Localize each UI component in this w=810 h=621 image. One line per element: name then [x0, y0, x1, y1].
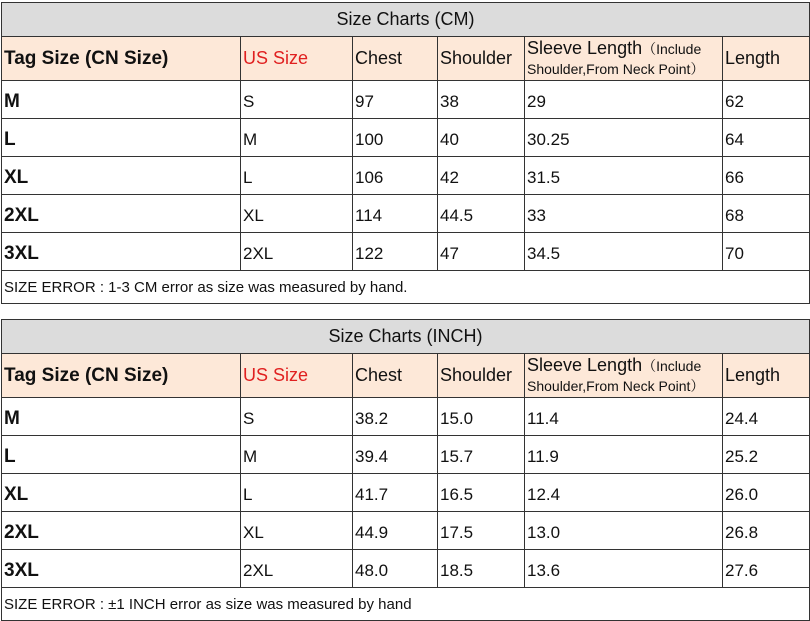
shoulder-cell: 15.0: [438, 398, 525, 436]
chest-cell: 122: [353, 233, 438, 271]
table-row: [2, 119, 810, 157]
table-row: [2, 195, 810, 233]
header-sleeve-main: Sleeve Length: [527, 37, 643, 58]
tag-size-cell: XL: [2, 474, 241, 512]
header-shoulder: Shoulder: [438, 354, 525, 398]
shoulder-cell: 40: [438, 119, 525, 157]
size-error-note: SIZE ERROR : 1-3 CM error as size was measured by hand.: [2, 271, 810, 304]
tag-size-cell: 2XL: [2, 512, 241, 550]
us-size-cell: L: [241, 474, 353, 512]
chest-cell: 39.4: [353, 436, 438, 474]
us-size-cell: L: [241, 157, 353, 195]
chest-cell: 114: [353, 195, 438, 233]
chest-cell: 100: [353, 119, 438, 157]
table-row: [2, 474, 810, 512]
header-length: Length: [723, 354, 810, 398]
table-row: [2, 550, 810, 588]
length-cell: 26.8: [723, 512, 810, 550]
length-cell: 26.0: [723, 474, 810, 512]
shoulder-cell: 44.5: [438, 195, 525, 233]
us-size-cell: 2XL: [241, 550, 353, 588]
header-chest: Chest: [353, 354, 438, 398]
us-size-cell: S: [241, 81, 353, 119]
sleeve-length-cell: 31.5: [525, 157, 723, 195]
header-us-size: US Size: [241, 37, 353, 81]
size-error-note: SIZE ERROR : ±1 INCH error as size was measured by hand: [2, 588, 810, 621]
sleeve-length-cell: 11.4: [525, 398, 723, 436]
header-sleeve-note-2: Shoulder,From Neck Point）: [527, 60, 705, 77]
shoulder-cell: 17.5: [438, 512, 525, 550]
chest-cell: 106: [353, 157, 438, 195]
header-length: Length: [723, 37, 810, 81]
length-cell: 24.4: [723, 398, 810, 436]
shoulder-cell: 18.5: [438, 550, 525, 588]
table-row: [2, 512, 810, 550]
length-cell: 25.2: [723, 436, 810, 474]
length-cell: 27.6: [723, 550, 810, 588]
length-cell: 62: [723, 81, 810, 119]
tag-size-cell: M: [2, 81, 241, 119]
sleeve-length-cell: 13.6: [525, 550, 723, 588]
tag-size-cell: XL: [2, 157, 241, 195]
sleeve-length-cell: 12.4: [525, 474, 723, 512]
header-sleeve-main: Sleeve Length: [527, 354, 643, 375]
sleeve-length-cell: 29: [525, 81, 723, 119]
table-row: [2, 398, 810, 436]
shoulder-cell: 16.5: [438, 474, 525, 512]
table-row: [2, 157, 810, 195]
us-size-cell: 2XL: [241, 233, 353, 271]
table-row: [2, 81, 810, 119]
table-row: [2, 233, 810, 271]
length-cell: 66: [723, 157, 810, 195]
tag-size-cell: M: [2, 398, 241, 436]
chest-cell: 44.9: [353, 512, 438, 550]
chest-cell: 97: [353, 81, 438, 119]
tag-size-cell: 3XL: [2, 550, 241, 588]
header-sleeve-length: [525, 37, 723, 81]
sleeve-length-cell: 11.9: [525, 436, 723, 474]
header-shoulder: Shoulder: [438, 37, 525, 81]
header-sleeve-note-1: （Include: [642, 40, 702, 57]
table-row: [2, 436, 810, 474]
chest-cell: 48.0: [353, 550, 438, 588]
header-sleeve-length: [525, 354, 723, 398]
chest-cell: 38.2: [353, 398, 438, 436]
length-cell: 70: [723, 233, 810, 271]
table-title: Size Charts (CM): [2, 3, 810, 37]
header-chest: Chest: [353, 37, 438, 81]
size-chart-cm-table: [1, 2, 810, 304]
sleeve-length-cell: 34.5: [525, 233, 723, 271]
header-sleeve-note-2: Shoulder,From Neck Point）: [527, 377, 705, 394]
us-size-cell: XL: [241, 512, 353, 550]
us-size-cell: XL: [241, 195, 353, 233]
tag-size-cell: L: [2, 436, 241, 474]
shoulder-cell: 15.7: [438, 436, 525, 474]
table-title: Size Charts (INCH): [2, 320, 810, 354]
shoulder-cell: 42: [438, 157, 525, 195]
sleeve-length-cell: 30.25: [525, 119, 723, 157]
sleeve-length-cell: 33: [525, 195, 723, 233]
tag-size-cell: 2XL: [2, 195, 241, 233]
shoulder-cell: 38: [438, 81, 525, 119]
us-size-cell: M: [241, 436, 353, 474]
header-sleeve-note-1: （Include: [642, 357, 702, 374]
us-size-cell: M: [241, 119, 353, 157]
us-size-cell: S: [241, 398, 353, 436]
tag-size-cell: L: [2, 119, 241, 157]
size-chart-inch-table: [1, 319, 810, 621]
length-cell: 64: [723, 119, 810, 157]
tag-size-cell: 3XL: [2, 233, 241, 271]
length-cell: 68: [723, 195, 810, 233]
header-us-size: US Size: [241, 354, 353, 398]
header-tag-size: Tag Size (CN Size): [2, 37, 241, 81]
header-tag-size: Tag Size (CN Size): [2, 354, 241, 398]
chest-cell: 41.7: [353, 474, 438, 512]
sleeve-length-cell: 13.0: [525, 512, 723, 550]
shoulder-cell: 47: [438, 233, 525, 271]
